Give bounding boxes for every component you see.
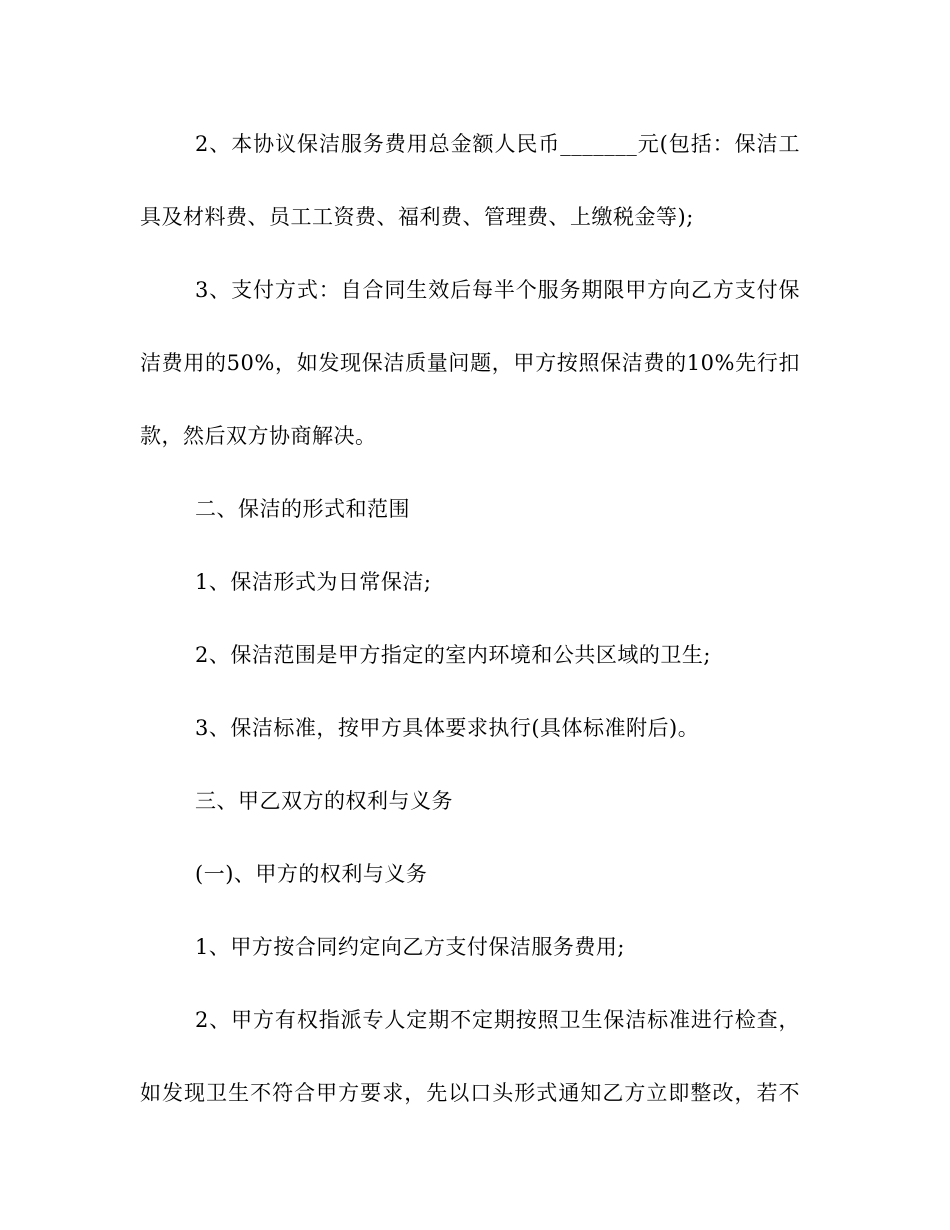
item-party-a-inspection-line-1: 2、甲方有权指派专人定期不定期按照卫生保洁标准进行检查， [195,1008,800,1032]
paragraph-payment-line-2: 洁费用的50%，如发现保洁质量问题，甲方按照保洁费的10%先行扣 [140,351,800,375]
paragraph-payment-line-3: 款，然后双方协商解决。 [140,424,377,448]
item-cleaning-form: 1、保洁形式为日常保洁; [195,570,432,594]
item-party-a-inspection-line-2: 如发现卫生不符合甲方要求，先以口头形式通知乙方立即整改，若不 [140,1081,800,1105]
section-heading-rights-obligations: 三、甲乙双方的权利与义务 [195,789,453,813]
subsection-heading-party-a: (一)、甲方的权利与义务 [195,862,428,886]
section-heading-form-scope: 二、保洁的形式和范围 [195,497,410,521]
paragraph-fee-total-line-1: 2、本协议保洁服务费用总金额人民币_______元(包括：保洁工 [195,132,800,156]
item-cleaning-standard: 3、保洁标准，按甲方具体要求执行(具体标准附后)。 [195,716,700,740]
item-cleaning-scope: 2、保洁范围是甲方指定的室内环境和公共区域的卫生; [195,643,711,667]
item-party-a-payment: 1、甲方按合同约定向乙方支付保洁服务费用; [195,935,625,959]
paragraph-fee-total-line-2: 具及材料费、员工工资费、福利费、管理费、上缴税金等); [140,205,694,229]
paragraph-payment-line-1: 3、支付方式：自合同生效后每半个服务期限甲方向乙方支付保 [195,278,800,302]
